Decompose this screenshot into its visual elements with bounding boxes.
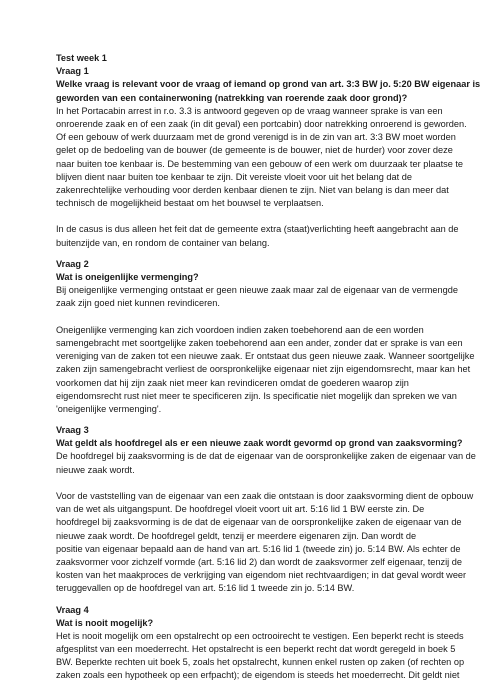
paragraph-gap <box>56 477 436 490</box>
answer-line: zaken zoals een hypotheek op een erfpacht); de eigendom is steeds het moederrecht. Dit geldt niet <box>56 670 460 681</box>
question-text: Welke vraag is relevant voor de vraag of iemand op grond van art. 3:3 BW jo. 5:20 BW eigenaar is <box>56 79 480 90</box>
answer-line: gelet op de bedoeling van de bouwer (de gemeente is de bouwer, niet de hurder) voor zover deze <box>56 145 453 156</box>
answer-line: kosten van het maakproces de verkrijging van eigendom niet rechtvaardigen; in dat geval wordt weer <box>56 570 467 581</box>
answer-line: vereniging van de zaken tot een nieuwe zaak. Er ontstaat dus geen nieuwe zaak. Wanneer soortgelijke <box>56 351 475 362</box>
answer-line: Bij oneigenlijke vermenging ontstaat er geen nieuwe zaak maar zal de eigenaar van de vermengde <box>56 285 458 296</box>
answer-paragraph <box>56 324 475 416</box>
answer-line: zakenrechtelijke verhouding voor derden kenbaar dienen te zijn. Niet van belang is dan meer dat <box>56 184 449 195</box>
answer-line: van de wet als uitgangspunt. De hoofdregel vloeit voort uit art. 5:16 lid 1 BW eerste zin. De <box>56 504 425 515</box>
answer-line: Of een gebouw of werk duurzaam met de grond verenigd is in de zin van art. 3:3 BW moet worden <box>56 132 456 143</box>
answer-line: BW. Beperkte rechten uit boek 5, zoals het opstalrecht, kunnen enkel rusten op zaken (of rechten op <box>56 657 465 668</box>
answer-line: technisch de mogelijkheid bestaat om het bouwsel te verplaatsen. <box>56 198 324 209</box>
section-gap <box>56 596 436 604</box>
answer-line: naar buiten toe kenbaar is. De bestemming van een gebouw of een werk om duurzaak ter plaatse te <box>56 158 464 169</box>
answer-line: eigendomsrecht rust niet meer te specificeren zijn. Is specificatie niet mogelijk dan spreken we van <box>56 390 457 401</box>
answer-line: hoofdregel bij zaaksvorming is de dat de eigenaar van de oorspronkelijke zaken de eigenaar van de <box>56 517 462 528</box>
paragraph-gap <box>56 311 436 324</box>
answer-line: Voor de vaststelling van de eigenaar van een zaak die ontstaan is door zaaksvorming dient de opbouw <box>56 491 474 501</box>
answer-line: onroerende zaak en of een zaak (in dit geval) een portcabin) door natrekking onroerend is geworden. <box>56 118 467 129</box>
answer-line: nieuwe zaak wordt. De hoofdregel geldt, tenzij er meerdere eigenaren zijn. Dan wordt de <box>56 530 417 541</box>
answer-line: De hoofdregel bij zaaksvorming is de dat de eigenaar van de oorspronkelijke zaken de eigenaar van de <box>56 451 476 462</box>
answer-line: zaak zijn goed niet kunnen revindiceren. <box>56 298 220 309</box>
paragraph-gap <box>56 210 436 223</box>
section-gap <box>56 416 436 424</box>
question-text: geworden van een containerwoning (natrekking van roerende zaak door grond)? <box>56 92 408 103</box>
answer-line: In het Portacabin arrest in r.o. 3.3 is antwoord gegeven op de vraag wanneer sprake is van een <box>56 105 443 116</box>
question-section <box>56 604 465 683</box>
answer-line: voorkomen dat hij zijn zaak niet meer kan revindiceren omdat de goederen waarop zijn <box>56 377 409 388</box>
question-heading: Vraag 4 <box>56 604 89 615</box>
answer-line: zaken zijn samengebracht verliest de oorspronkelijke eigenaar niet zijn eigendomsrecht, maar kan het <box>56 364 471 375</box>
question-section <box>56 424 476 603</box>
question-text: Wat is nooit mogelijk? <box>56 617 154 628</box>
answer-line: afgesplitst van een moederrecht. Het opstalrecht is een beperkt recht dat wordt geregeld in boek 5 <box>56 644 456 655</box>
answer-line: nieuwe zaak wordt. <box>56 464 135 475</box>
answer-line: blijven dient naar buiten toe kenbaar te zijn. Dit vereiste vloeit voor uit het belang dat de <box>56 171 412 182</box>
question-section <box>56 65 480 258</box>
question-heading: Vraag 1 <box>56 66 89 77</box>
answer-paragraph <box>56 284 458 310</box>
answer-line: Het is nooit mogelijk om een opstalrecht op een octrooirecht te vestigen. Een beperkt recht is steeds <box>56 630 464 641</box>
answer-line: teruggevallen op de hoofdregel van art. 5:16 lid 1 tweede zin jo. 5:14 BW. <box>56 583 355 594</box>
document-body <box>56 52 480 683</box>
answer-paragraph <box>56 223 459 249</box>
section-gap <box>56 250 436 258</box>
question-text: Wat is oneigenlijke vermenging? <box>56 272 199 282</box>
document-title: Test week 1 <box>56 53 107 63</box>
answer-line: Oneigenlijke vermenging kan zich voordoen indien zaken toebehorend aan de een worden <box>56 324 424 335</box>
answer-line: 'oneigenlijke vermenging'. <box>56 403 162 414</box>
question-section <box>56 258 475 424</box>
answer-paragraph <box>56 450 476 476</box>
answer-line: samengebracht met soortgelijke zaken toebehorend aan een ander, zonder dat er sprake is van een <box>56 337 463 348</box>
answer-paragraph <box>56 490 474 596</box>
answer-line: In de casus is dus alleen het feit dat de gemeente extra (staat)verlichting heeft aangebracht aan de <box>56 224 459 235</box>
answer-paragraph <box>56 105 467 211</box>
answer-line: zaaksvormer voor zichzelf vormde (art. 5:16 lid 2) dan wordt de zaaksvormer zelf eigenaar, tenzij de <box>56 556 462 567</box>
question-heading: Vraag 2 <box>56 258 89 269</box>
answer-line: positie van eigenaar bepaald aan de hand van art. 5:16 lid 1 (tweede zin) jo. 5:14 BW. Als echter de <box>56 543 461 554</box>
question-text: Wat geldt als hoofdregel als er een nieuwe zaak wordt gevormd op grond van zaaksvorming? <box>56 438 463 449</box>
answer-paragraph <box>56 630 465 683</box>
answer-line: buitenzijde van, en rondom de container van belang. <box>56 237 270 248</box>
question-heading: Vraag 3 <box>56 425 89 436</box>
